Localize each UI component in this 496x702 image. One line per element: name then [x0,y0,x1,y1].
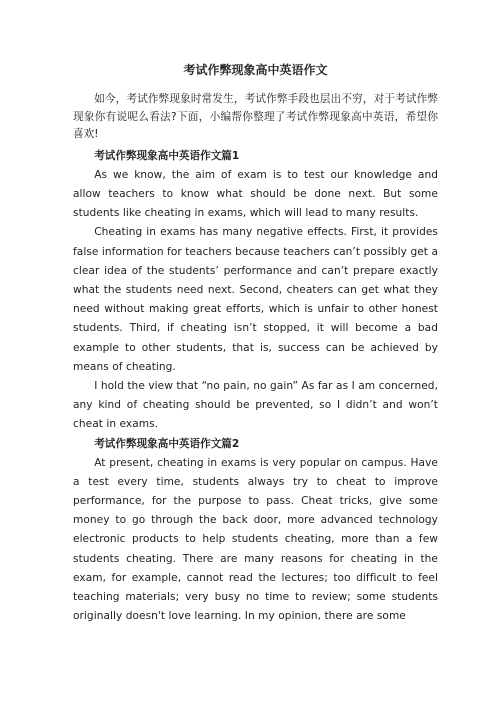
section-2-paragraph-1: At present, cheating in exams is very popular on campus. Have a test every time, students always try to cheat to improve performance, for the purpose to pass. Cheat tricks, give some money to go through the back door, more advanced technology electronic products to help students cheating, more than a few students cheating. There are many reasons for cheating in the exam, for example, cannot read the lectures; too difficult to feel teaching materials; very busy no time to review; some students originally doesn't love learning. In my opinion, there are some [73,456,438,623]
section-1-paragraph-2: Cheating in exams has many negative effects. First, it provides false information for teachers because teachers can’t possibly get a clear idea of the students’ performance and can’t prepare exactly what the students need next. Second, cheaters can get what they need without making great efforts, which is unfair to other honest students. Third, if cheating isn’t stopped, it will become a bad example to other students, that is, success can be achieved by means of cheating. [73,226,438,373]
intro-paragraph: 如今，考试作弊现象时常发生，考试作弊手段也层出不穷，对于考试作弊现象你有说呢么看法?下面，小编帮你整理了考试作弊现象高中英语，希望你喜欢! [73,93,438,141]
section-heading-2: 考试作弊现象高中英语作文篇2 [94,437,240,450]
section-heading-1: 考试作弊现象高中英语作文篇1 [94,149,240,162]
section-1-paragraph-1: As we know, the aim of exam is to test our knowledge and allow teachers to know what should be done next. But some students like cheating in exams, which will lead to many results. [73,168,438,220]
section-1-paragraph-3: I hold the view that “no pain, no gain” As far as I am concerned, any kind of cheating should be prevented, so I didn’t and won’t cheat in exams. [73,380,438,431]
document-title: 考试作弊现象高中英语作文 [183,63,328,77]
